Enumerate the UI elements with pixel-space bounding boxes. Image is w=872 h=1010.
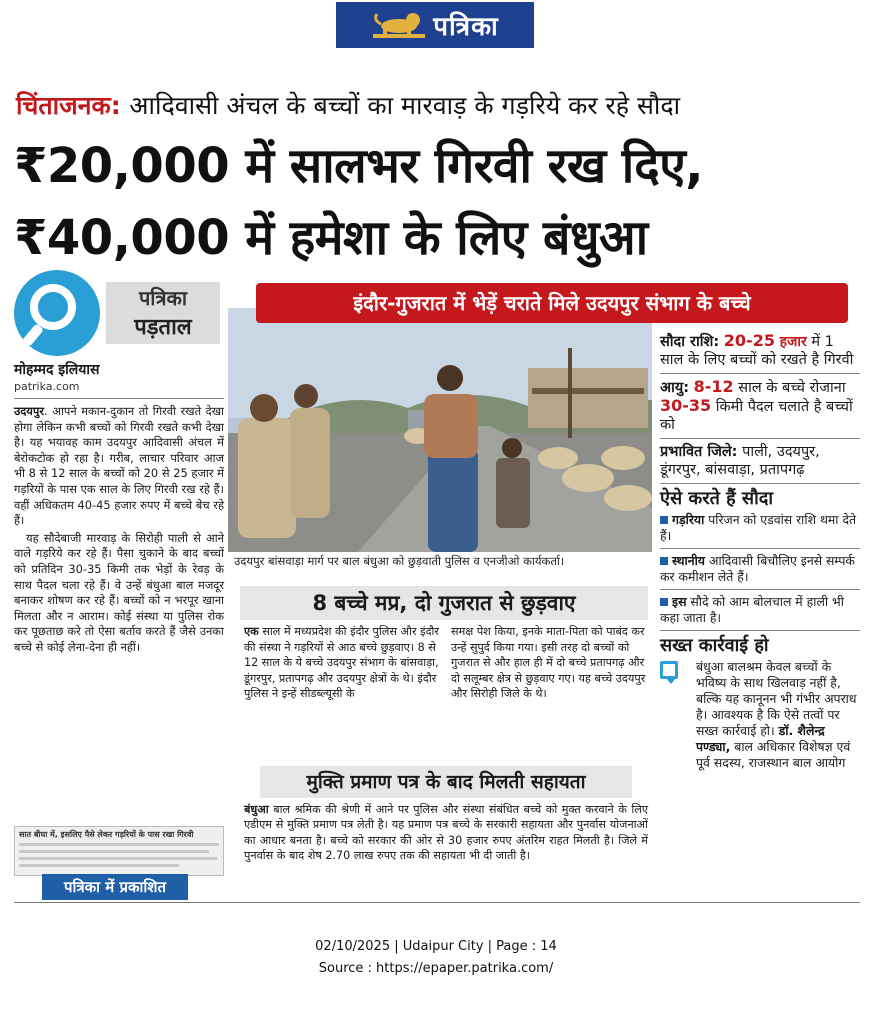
facts-column	[660, 332, 860, 771]
bullet-icon	[660, 557, 668, 565]
fact-amount: सौदा राशि: 20-25 हजार में 1 साल के लिए बच्चों को रखते है गिरवी	[660, 331, 854, 368]
action-section-title: सख्त कार्रवाई हो	[660, 635, 769, 656]
rescue-col-1: एक साल में मध्यप्रदेश की इंदौर पुलिस और इंदौर की संस्था ने गड़रियों से आठ बच्चे छुड़वाए। 8 से 12 साल के ये बच्चे उदयपुर संभाग के बांसवाड़ा, डूंगरपुर, प्रतापगढ़ और उदयपुर क्षेत्रों के थे। इंदौर पुलिस ने इन्हें सीडब्ल्यूसी के	[244, 625, 439, 701]
dateline: उदयपुर	[14, 404, 45, 418]
expert-name: डॉ. शैलेन्द्र पण्ड्या,	[696, 723, 825, 754]
kicker-label: चिंताजनक:	[16, 91, 121, 120]
author-name: मोहम्मद इलियास	[14, 362, 100, 378]
logo-line-2: पड़ताल	[134, 315, 192, 340]
deal-section-title: ऐसे करते हैं सौदा	[660, 488, 773, 509]
deal-item: गड़रिया परिजन को एडवांस राशि थमा देते हैं।	[660, 512, 857, 543]
main-headline	[14, 130, 703, 274]
magnifier-icon	[14, 270, 100, 356]
brand-name: पत्रिका	[433, 12, 499, 42]
rescue-story	[244, 624, 648, 702]
fact-districts: प्रभावित जिले: पाली, उदयपुर, डूंगरपुर, बांसवाड़ा, प्रतापगढ़	[660, 444, 820, 478]
footer-source[interactable]: Source : https://epaper.patrika.com/	[318, 961, 554, 976]
left-story	[14, 404, 224, 658]
section-banner: इंदौर-गुजरात में भेड़ें चराते मिले उदयपुर संभाग के बच्चे	[256, 283, 848, 323]
expert-designation: बाल अधिकार विशेषज्ञ एवं पूर्व सदस्य, राजस्थान बाल आयोग	[696, 739, 851, 770]
roadside-scene-image	[228, 308, 652, 552]
divider	[14, 902, 860, 903]
published-tag: पत्रिका में प्रकाशित	[42, 874, 188, 900]
author-site[interactable]: patrika.com	[14, 380, 80, 393]
logo-line-1: पत्रिका	[138, 286, 188, 310]
news-clipping	[8, 72, 864, 908]
deal-item: स्थानीय आदिवासी बिचौलिए इनसे सम्पर्क कर कमीशन लेते हैं।	[660, 553, 855, 584]
bullet-icon	[660, 516, 668, 524]
bullet-icon	[660, 598, 668, 606]
deal-item: इस सौदे को आम बोलचाल में हाली भी कहा जाता है।	[660, 594, 844, 625]
padtal-logo	[14, 270, 224, 354]
left-paragraph-1: उदयपुर. आपने मकान-दुकान तो गिरवी रखते देखा होगा लेकिन कभी बच्चों को गिरवी रखते कभी देखा है। यह भयावह काम उदयपुर आदिवासी अंचल में बेरोकटोक हो रहा है। गरीब, लाचार परिवार आज भी 8 से 12 साल के बच्चों को 20 से 25 हजार में गड़रियों के पास एक साल के लिए गिरवी रख रहे हैं। वहीं अधिकतम 40-45 हजार रुपए में बच्चे बेच रहे हैं।	[14, 404, 224, 528]
news-photo	[228, 308, 652, 552]
footer-date-line: 02/10/2025 | Udaipur City | Page : 14	[315, 939, 557, 954]
quote-icon	[660, 661, 678, 679]
left-paragraph-2: यह सौदेबाजी मारवाड़ के सिरोही पाली से आने वाले गड़रिये कर रहे हैं। पैसा चुकाने के बाद बच्चों को प्रतिदिन 30-35 किमी तक भेड़ों के रेवड़ के साथ पैदल चला रहे हैं। वे उन्हें बंधुआ बाल मजदूर बनाकर शोषण कर रहे हैं। बच्चों को न भरपूर खाना मिलता और न आराम। कोई संस्था या पुलिस रोक कर पूछताछ करे तो ऐसा बर्ताव करते हैं जैसे उनका बच्चे से कोई लेना-देना ही नहीं।	[14, 530, 224, 654]
expert-quote: बंधुआ बालश्रम केवल बच्चों के भविष्य के साथ खिलवाड़ नहीं है, बल्कि यह कानूनन भी गंभीर अपराध है। आवश्यक है कि ऐसे तत्वों पर सख्त कार्रवाई हो। डॉ. शैलेन्द्र पण्ड्या, बाल अधिकार विशेषज्ञ एवं पूर्व सदस्य, राजस्थान बाल आयोग	[660, 659, 860, 771]
rescue-subhead: 8 बच्चे मप्र, दो गुजरात से छुड़वाए	[240, 586, 648, 620]
fact-age: आयु: 8-12 साल के बच्चे रोजाना 30-35 किमी पैदल चलाते है बच्चों को	[660, 377, 853, 433]
page-footer	[0, 936, 872, 980]
masthead-logo[interactable]	[336, 2, 534, 48]
kicker-text: आदिवासी अंचल के बच्चों का मारवाड़ के गड़रिये कर रहे सौदा	[129, 91, 681, 120]
photo-caption: उदयपुर बांसवाड़ा मार्ग पर बाल बंधुआ को छुड़वाती पुलिस व एनजीओ कार्यकर्ता।	[234, 554, 565, 568]
relief-story: बंधुआ बाल श्रमिक की श्रेणी में आने पर पुलिस और संस्था संबंधित बच्चे को मुक्त करवाने के लिए एडीएम से मुक्ति प्रमाण पत्र लेती है। यह प्रमाण पत्र बच्चे के सरकारी सहायता और पुनर्वास योजनाओं का आधार बनता है। बच्चे को सरकार की ओर से 30 हजार रुपए अंतरिम राहत मिलती है। जिले में पुनर्वास के बाद शेष 2.70 लाख रुपए तक की सहायता भी दी जाती है।	[244, 803, 649, 863]
kicker-line	[16, 88, 680, 122]
thumbnail-headline: सात बीघा में, इसलिए पैसे लेकर गड़रियों के पास रखा गिरवी	[19, 830, 194, 839]
divider	[14, 398, 224, 399]
lion-emblem-icon	[371, 10, 427, 40]
headline-line-1: ₹20,000 में सालभर गिरवी रख दिए,	[14, 138, 703, 194]
published-thumbnail[interactable]	[14, 826, 224, 876]
headline-line-2: ₹40,000 में हमेशा के लिए बंधुआ	[14, 210, 648, 266]
relief-subhead: मुक्ति प्रमाण पत्र के बाद मिलती सहायता	[260, 766, 632, 798]
rescue-col-2: समक्ष पेश किया, इनके माता-पिता को पाबंद कर उन्हें सुपुर्द किया गया। इसी तरह दो बच्चों को गुजरात से और हाल ही में दो बच्चे प्रतापगढ़ और दो सलूम्बर क्षेत्र से छुड़वाए गए। यह बच्चे उदयपुर और सिरोही जिले के थे।	[451, 625, 646, 701]
